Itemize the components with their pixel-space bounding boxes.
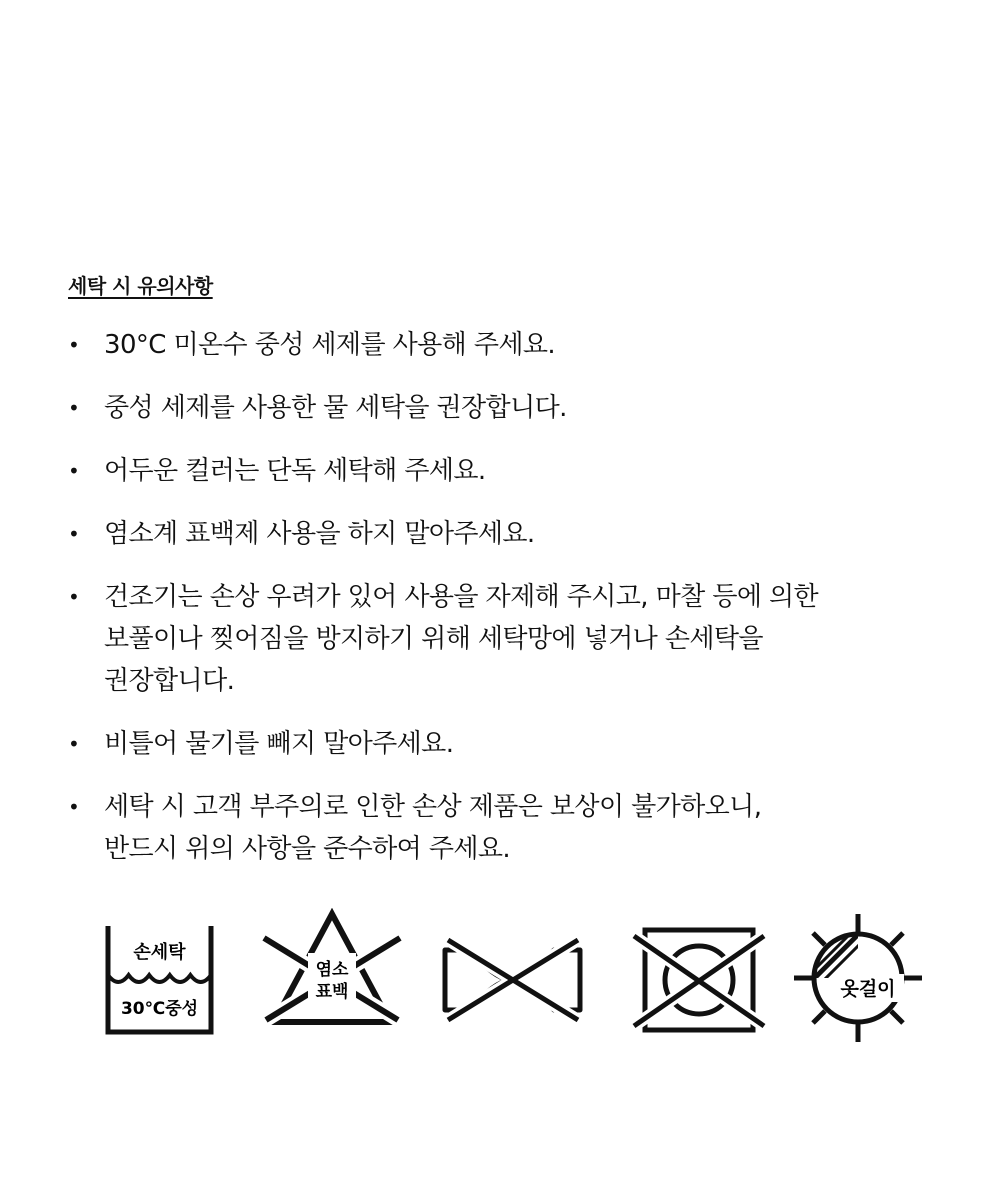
note-line: • 어두운 컬러는 단독 세탁해 주세요.	[104, 456, 486, 486]
bleach-label-bottom: 표백	[315, 982, 349, 1002]
care-symbols	[0, 900, 1000, 1060]
note-line: • 건조기는 손상 우려가 있어 사용을 자제해 주시고, 마찰 등에 의한	[104, 582, 819, 612]
note-line: 반드시 위의 사항을 준수하여 주세요.	[104, 834, 511, 864]
note-line: • 세탁 시 고객 부주의로 인한 손상 제품은 보상이 불가하오니,	[104, 792, 762, 822]
hand-wash-label-bottom: 30℃중성	[120, 999, 199, 1019]
list-item	[68, 576, 948, 702]
note-line: 보풀이나 찢어짐을 방지하기 위해 세탁망에 넣거나 손세탁을	[104, 624, 763, 654]
note-line: 권장합니다.	[104, 666, 235, 696]
care-notes-list	[68, 324, 948, 891]
list-item	[68, 513, 948, 555]
bleach-label-top: 염소	[315, 960, 349, 980]
hand-wash-icon	[100, 920, 220, 1040]
note-line: • 중성 세제를 사용한 물 세탁을 권장합니다.	[104, 393, 567, 423]
hang-dry-shade-icon	[792, 912, 924, 1044]
note-line: • 염소계 표백제 사용을 하지 말아주세요.	[104, 519, 535, 549]
hang-dry-label: 옷걸이	[840, 978, 896, 1000]
no-wring-icon	[440, 930, 585, 1030]
no-chlorine-bleach-icon	[260, 908, 405, 1033]
list-item	[68, 387, 948, 429]
note-line: • 30°C 미온수 중성 세제를 사용해 주세요.	[104, 330, 556, 360]
note-line: • 비틀어 물기를 빼지 말아주세요.	[104, 729, 454, 759]
page-title: 세탁 시 유의사항	[68, 274, 213, 298]
list-item	[68, 450, 948, 492]
hand-wash-label-top: 손세탁	[133, 942, 186, 963]
list-item	[68, 723, 948, 765]
list-item	[68, 324, 948, 366]
list-item	[68, 786, 948, 870]
no-tumble-dry-icon	[630, 922, 770, 1037]
